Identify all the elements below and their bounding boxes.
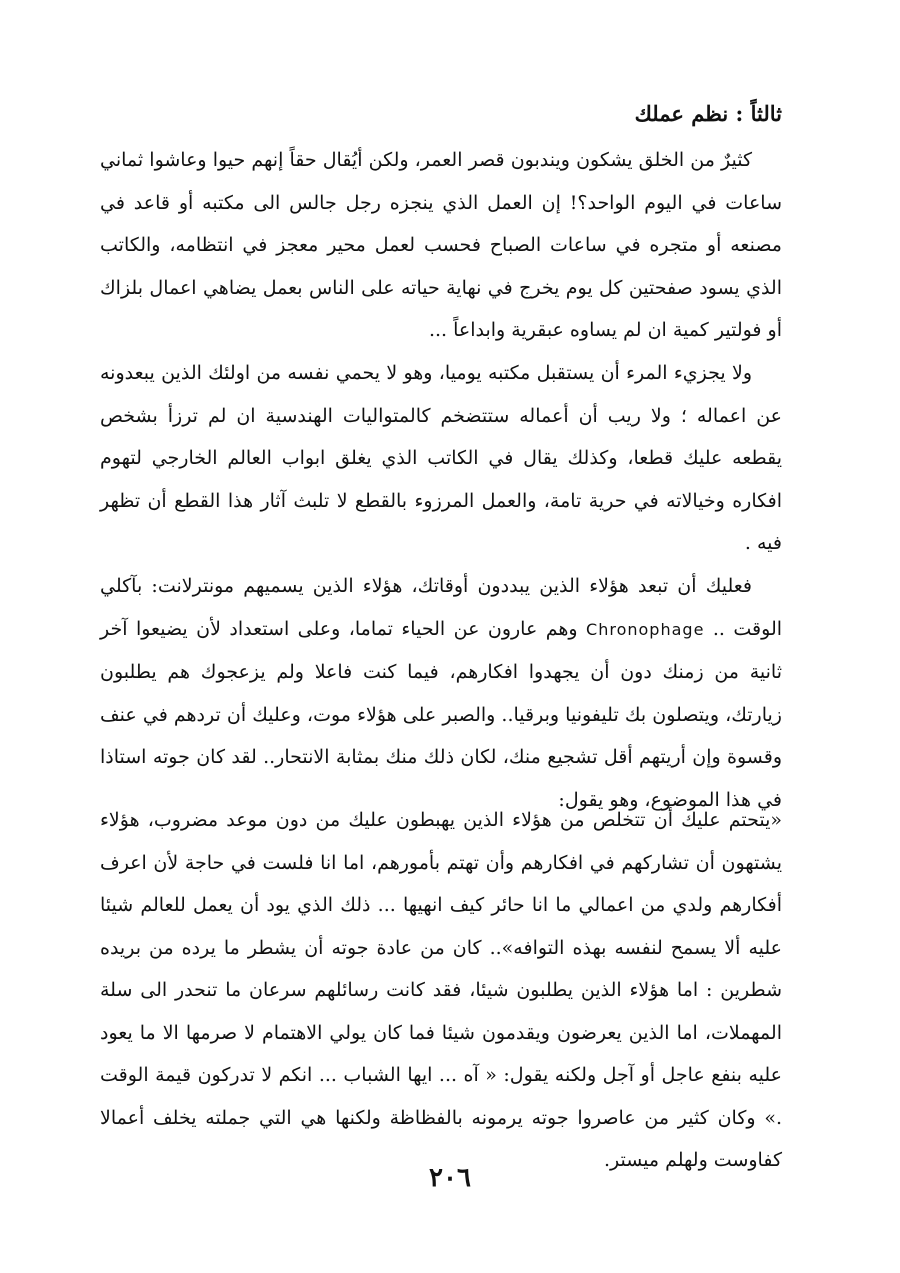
paragraph-3: فعليك أن تبعد هؤلاء الذين يبددون أوقاتك، هؤلاء الذين يسميهم مونترلانت: بآكلي الوقت .. Chronophage وهم عارون عن الحياء تماما، وعلى استعداد لأن يضيعوا آخر ثانية من زمنك دون أن يجهدوا افكارهم، فيما كنت فاعلا ولم يزعجوك هم يطلبون زيارتك، ويتصلون بك تليفونيا وبرقيا.. والصبر على هؤلاء موت، وعليك أن تردهم في عنف وقسوة وإن أريتهم أقل تشجيع منك، لكان ذلك منك بمثابة الانتحار.. لقد كان جوته استاذا في هذا الموضوع، وهو يقول: (100, 575, 783, 811)
paragraph-4-quote: «يتحتم عليك أن تتخلص من هؤلاء الذين يهبطون عليك من دون موعد مضروب، هؤلاء يشتهون أن تشاركهم في افكارهم وأن تهتم بأمورهم، اما انا فلست في حاجة لأن اعرف أفكارهم ولدي من اعمالي ما انا حائر كيف انهيها ... ذلك الذي يود أن يعمل للعالم شيئا عليه ألا يسمح لنفسه بهذه التوافه».. كان من عادة جوته أن يشطر ما يرده من بريده شطرين : اما هؤلاء الذين يطلبون شيئا، فقد كانت رسائلهم سرعان ما تنحدر الى سلة المهملات، اما الذين يعرضون ويقدمون شيئا فما كان يولي الاهتمام لا صرمها الا ما يعود عليه بنفع عاجل أو آجل ولكنه يقول: « آه ... ايها الشباب ... انكم لا تدركون قيمة الوقت .» وكان كثير من عاصروا جوته يرمونه بالفظاظة ولكنها هي التي جملته يخلف أعمالا كفاوست ولهلم ميستر. (100, 809, 782, 1171)
latin-term: Chronophage (586, 619, 705, 639)
paragraph-2: ولا يجزيء المرء أن يستقبل مكتبه يوميا، وهو لا يحمي نفسه من اولئك الذين يبعدونه عن اعماله ؛ ولا ريب أن أعماله ستتضخم كالمتواليات الهندسية ان لم ترزأ بشخص يقطعه عليك قطعا، وكذلك يقال في الكاتب الذي يغلق ابواب العالم الخارجي لتهوم افكاره وخيالاته في حرية تامة، والعمل المرزوء بالقطع لا تلبث آثار هذا القطع أن تظهر فيه . (100, 362, 782, 554)
section-heading: ثالثاً : نظم عملك (634, 101, 782, 126)
page-number: ٢٠٦ (429, 1163, 471, 1193)
paragraph-1: كثيرٌ من الخلق يشكون ويندبون قصر العمر، ولكن أيُقال حقاً إنهم حيوا وعاشوا ثماني ساعات في اليوم الواحد؟! إن العمل الذي ينجزه رجل جالس الى مكتبه أو قاعد في مصنعه أو متجره في ساعات الصباح فحسب لعمل محير معجز في انتظامه، والكاتب الذي يسود صفحتين كل يوم يخرج في نهاية حياته على الناس بعمل يضاهي اعمال بلزاك أو فولتير كمية ان لم يساوه عبقرية وابداعاً ... (100, 149, 782, 341)
